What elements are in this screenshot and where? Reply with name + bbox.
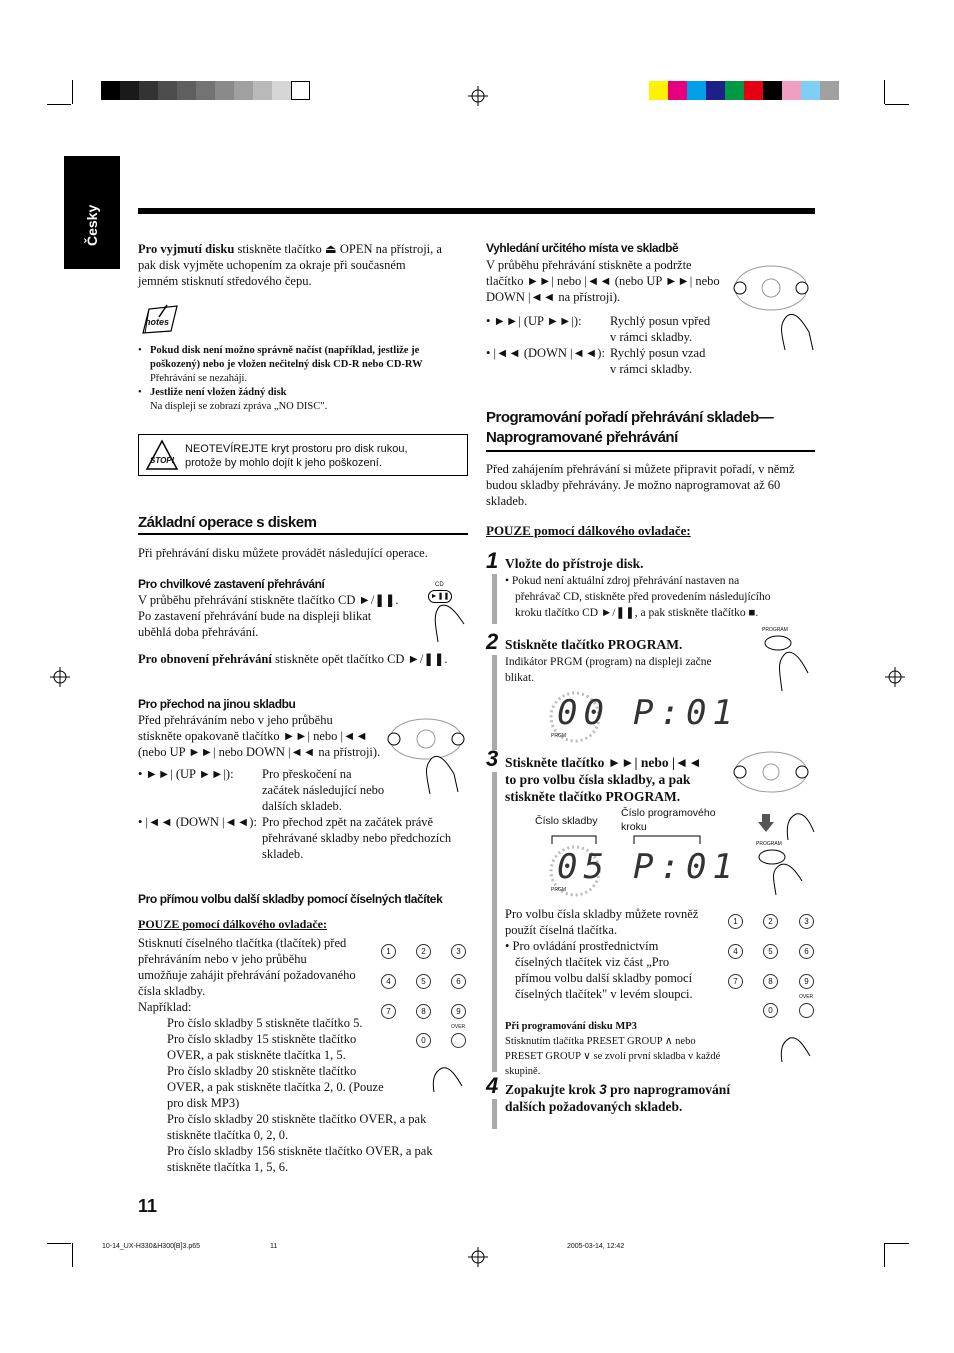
step-1-bar <box>492 574 497 624</box>
keypad-button-9: 9 <box>451 1004 466 1019</box>
crop-mark <box>885 1243 909 1244</box>
step-2-bar <box>492 655 497 750</box>
keypad-button-6: 6 <box>451 974 466 989</box>
keypad-button-over <box>799 1003 814 1018</box>
keypad-button-2: 2 <box>416 944 431 959</box>
step-2-number: 2 <box>486 629 499 654</box>
keypad-button-6: 6 <box>799 944 814 959</box>
intro-bold: Pro vyjmutí disku <box>138 242 235 256</box>
track-number-caption: Číslo skladby <box>535 815 598 827</box>
pressing-finger-icon <box>428 1050 468 1092</box>
caption-bracket <box>550 832 710 846</box>
mp3-note: Při programování disku MP3 Stisknutím tlačítka PRESET GROUP ∧ nebo PRESET GROUP ∨ se zvolí první skladba v každé skupině. <box>505 1021 721 1077</box>
keypad-button-5: 5 <box>763 944 778 959</box>
resume-text: Pro obnovení přehrávání stiskněte opět tlačítko CD ►/❚❚. <box>138 652 448 666</box>
step-3-number: 3 <box>486 746 499 771</box>
notes-list: • Pokud disk není možno správně načíst (například, jestliže je poškozený) nebo je vložen nečitelný disk CD-R nebo CD-RW Přehrávání se nezahájí. • Jestliže není vložen žádný disk Na displeji se zobrazí zpráva „NO DISC". <box>138 345 423 412</box>
step-1-number: 1 <box>486 548 499 573</box>
over-label: OVER <box>451 1024 466 1030</box>
keypad-button-3: 3 <box>451 944 466 959</box>
cd-button-illustration: CD ►❚❚ <box>418 582 468 642</box>
crop-mark <box>885 104 909 105</box>
keypad-button-3: 3 <box>799 914 814 929</box>
search-title: Vyhledání určitého místa ve skladbě <box>486 241 679 255</box>
keypad-button-8: 8 <box>416 1004 431 1019</box>
display-illustration-2 <box>545 845 739 897</box>
keypad-button-9: 9 <box>799 974 814 989</box>
crop-mark <box>47 1243 71 1244</box>
step-4-title: Zopakujte krok 3 pro naprogramování dalších požadovaných skladeb. <box>505 1082 731 1114</box>
basic-ops-title: Základní operace s diskem <box>138 514 317 531</box>
program-title: Programování pořadí přehrávání skladeb— Naprogramované přehrávání <box>486 409 774 446</box>
program-intro: Před zahájením přehrávání si můžete připravit pořadí, v němž budou skladby přehrávány. Je možno naprogramovat až 60 skladeb. <box>486 462 795 508</box>
track-title: Pro přechod na jinou skladbu <box>138 697 296 711</box>
crop-mark <box>884 1243 885 1267</box>
lcd-track-number: 05 <box>557 847 610 887</box>
direct-text: Stisknutí číselného tlačítka (tlačítek) před přehráváním nebo v jeho průběhu umožňuje zahájit přehrávání požadovaného čísla skladby. Například: Pro číslo skladby 5 stiskněte tlačítko 5. Pro číslo skladby 15 stiskněte tlačítko OVER, a pak stiskněte tlačítka 1, 5. Pro číslo skladby 20 stiskněte tlačítko OVER, a pak stiskněte tlačítka 2, 0. (Pouze pro disk MP3) Pro číslo skladby 20 stiskněte tlačítko OVER, a pak stiskněte tlačítka 0, 2, 0. Pro číslo skladby 156 stiskněte tlačítko OVER, a pak stiskněte tlačítka 1, 5, 6. <box>138 936 433 1174</box>
program-button-label: PROGRAM <box>762 627 788 633</box>
search-buttons-illustration <box>733 258 815 354</box>
prgm-indicator: PRGM <box>551 733 566 739</box>
crop-mark <box>72 80 73 104</box>
remote-only-left: POUZE pomocí dálkového ovladače: <box>138 917 328 931</box>
language-tab-label: Česky <box>84 204 100 246</box>
pressing-finger-icon <box>776 1020 816 1062</box>
numeric-note: Pro volbu čísla skladby můžete rovněž použít číselná tlačítka. • Pro ovládání prostřednictvím číselných tlačítek viz část „Pro přímou volbu další skladby pomocí číselných tlačítek" v levém sloupci. <box>505 907 699 1001</box>
keypad-button-0: 0 <box>763 1003 778 1018</box>
prgm-indicator: PRGM <box>551 887 566 893</box>
footer-page: 11 <box>270 1243 278 1250</box>
keypad-button-4: 4 <box>728 944 743 959</box>
stop-icon: STOP! <box>145 439 179 471</box>
section-rule <box>486 450 815 452</box>
header-rule <box>138 208 815 214</box>
basic-ops-intro: Při přehrávání disku můžete provádět následující operace. <box>138 546 428 560</box>
track-text: Před přehráváním nebo v jeho průběhu stiskněte opakovaně tlačítko ►►| nebo |◄◄ (nebo UP ►►| nebo DOWN |◄◄ na přístroji). <box>138 713 381 759</box>
pause-text: V průběhu přehrávání stiskněte tlačítko CD ►/❚❚. Po zastavení přehrávání bude na displeji blikat uběhlá doba přehrávání. <box>138 593 399 639</box>
crop-mark <box>884 80 885 104</box>
keypad-button-8: 8 <box>763 974 778 989</box>
crop-mark <box>47 104 71 105</box>
lcd-step-number: P:01 <box>633 847 739 887</box>
registration-target-icon <box>50 667 70 687</box>
step-4-bar <box>492 1099 497 1129</box>
arrow-down-icon <box>758 814 774 832</box>
keypad-button-1: 1 <box>728 914 743 929</box>
lcd-step-number: P:01 <box>633 693 739 733</box>
section-rule <box>138 533 468 535</box>
over-label: OVER <box>799 994 814 1000</box>
caution-box: STOP! NEOTEVÍREJTE kryt prostoru pro disk rukou, protože by mohlo dojít k jeho poškození. <box>138 434 468 476</box>
keypad-button-7: 7 <box>381 1004 396 1019</box>
skip-list: • ►►| (UP ►►|): Pro přeskočení na začátek následující nebo dalších skladeb. • |◄◄ (DOWN |◄◄): Pro přechod zpět na začátek právě přehrávané skladby nebo předchozích skladeb. <box>138 767 452 861</box>
footer-file: 10-14_UX-H330&H300[B]3.p65 <box>102 1243 201 1250</box>
program-button-illustration <box>756 847 810 895</box>
remove-disc-intro: Pro vyjmutí disku stiskněte tlačítko ⏏ OPEN na přístroji, a pak disk vyjměte uchopením za okraje při současném jemném stisknutí středového čepu. <box>138 242 442 288</box>
pressing-finger-icon <box>782 800 816 840</box>
step-1-text: • Pokud není aktuální zdroj přehrávání nastaven na přehrávač CD, stiskněte před provedením následujícího kroku tlačítko CD ►/❚❚, a pak stiskněte tlačítko ■. <box>505 575 771 619</box>
step-4-number: 4 <box>486 1073 499 1098</box>
program-button-label: PROGRAM <box>756 841 782 847</box>
keypad-button-over <box>451 1033 466 1048</box>
keypad-button-4: 4 <box>381 974 396 989</box>
remote-only-right: POUZE pomocí dálkového ovladače: <box>486 523 691 538</box>
step-3-skip-illustration <box>733 748 815 806</box>
pause-title: Pro chvilkové zastavení přehrávání <box>138 577 325 591</box>
search-text: V průběhu přehrávání stiskněte a podržte tlačítko ►►| nebo |◄◄ (nebo UP ►►| nebo DOWN |◄◄ na přístroji). <box>486 258 720 304</box>
registration-target-icon <box>468 1247 488 1267</box>
keypad-button-0: 0 <box>416 1033 431 1048</box>
gray-scale-bar <box>101 81 310 100</box>
crop-mark <box>72 1243 73 1267</box>
direct-title: Pro přímou volbu další skladby pomocí číselných tlačítek <box>138 892 443 906</box>
search-list: • ►►| (UP ►►|): Rychlý posun vpřed v rámci skladby. • |◄◄ (DOWN |◄◄): Rychlý posun vzad v rámci skladby. <box>486 314 711 376</box>
step-2-title: Stiskněte tlačítko PROGRAM. <box>505 637 683 652</box>
step-1-title: Vložte do přístroje disk. <box>505 556 644 571</box>
step-3-bar <box>492 772 497 1072</box>
keypad-button-2: 2 <box>763 914 778 929</box>
lcd-track-number: 00 <box>557 693 610 733</box>
registration-target-icon <box>885 667 905 687</box>
color-scale-bar <box>649 81 839 100</box>
page-number: 11 <box>138 1196 158 1216</box>
play-pause-icon: ►❚❚ <box>428 590 452 603</box>
step-3-title: Stiskněte tlačítko ►►| nebo |◄◄ to pro volbu čísla skladby, a pak stiskněte tlačítko PROGRAM. <box>505 755 702 804</box>
program-button-illustration <box>762 633 816 691</box>
keypad-button-5: 5 <box>416 974 431 989</box>
keypad-button-7: 7 <box>728 974 743 989</box>
language-tab <box>64 156 120 269</box>
display-illustration-1 <box>545 691 739 743</box>
notes-icon: notes <box>139 303 181 337</box>
registration-target-icon <box>468 86 488 106</box>
footer-date: 2005-03-14, 12:42 <box>567 1243 625 1250</box>
keypad-button-1: 1 <box>381 944 396 959</box>
step-number-caption: Číslo programového kroku <box>621 807 716 833</box>
step-2-text: Indikátor PRGM (program) na displeji začne blikat. <box>505 656 712 684</box>
